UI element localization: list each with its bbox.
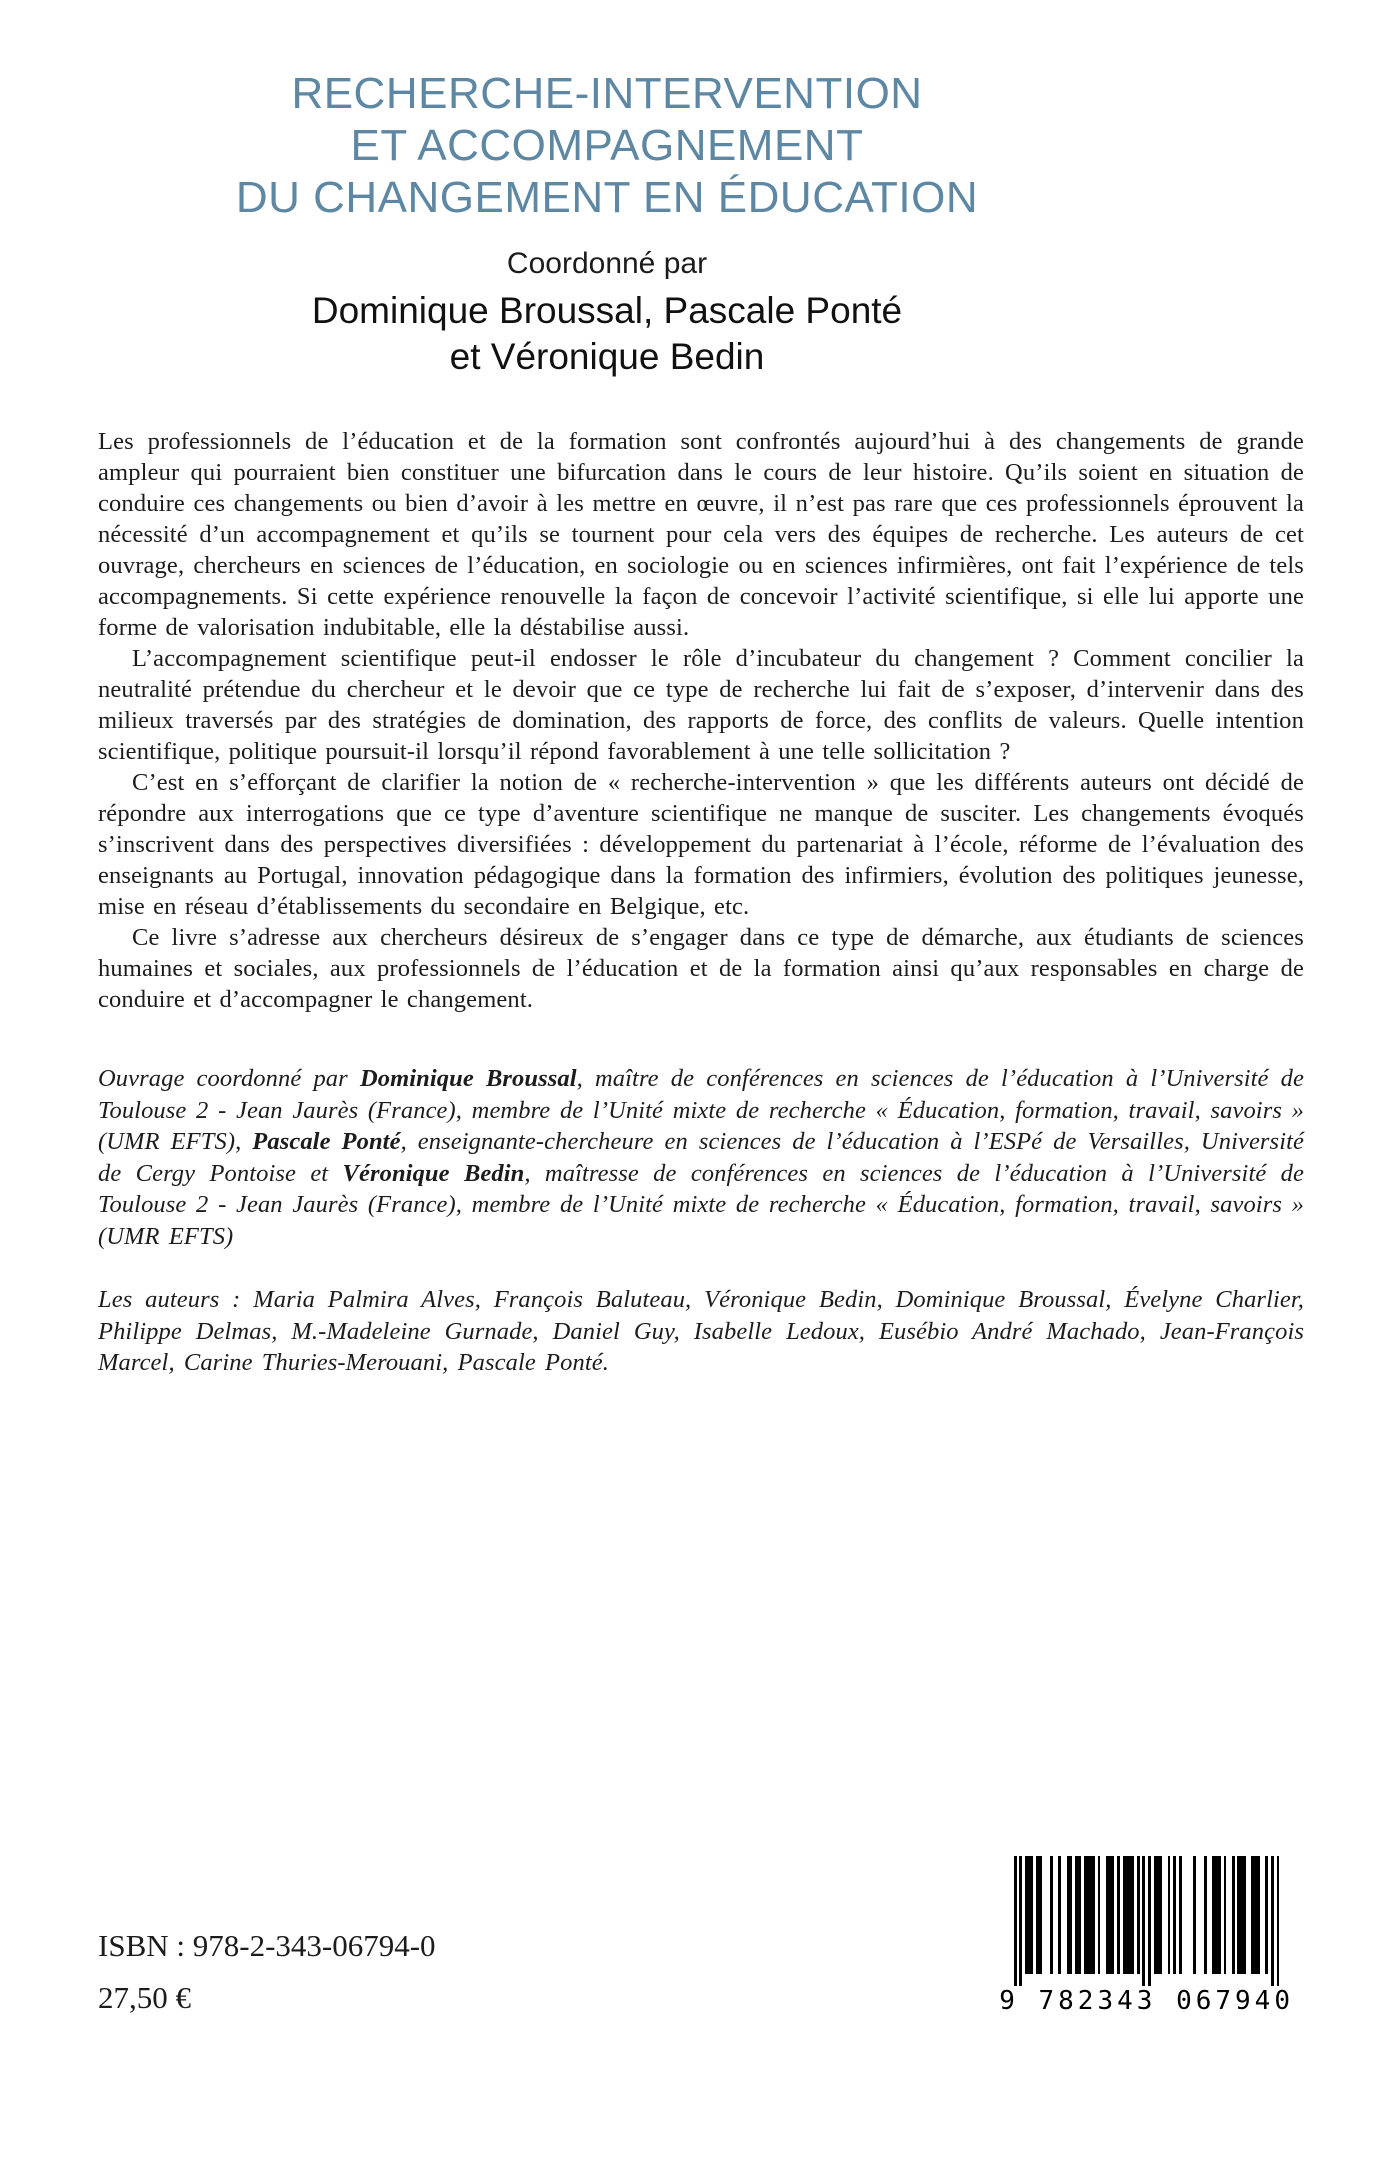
book-title: [0, 68, 1214, 224]
coordinated-by-label: Coordonné par: [506, 247, 708, 280]
isbn-block: [98, 1928, 436, 2016]
coordinators-bio: [98, 1063, 1304, 1252]
bio-name-veronique-bedin: Véronique Bedin: [342, 1159, 525, 1187]
coordinators-line-2: et Véronique Bedin: [449, 336, 765, 377]
bio-text-1: Ouvrage coordonné par: [98, 1065, 360, 1092]
synopsis-paragraph-1: Les professionnels de l’éducation et de la formation sont confrontés aujourd’hui à des changements de grande ampleur qui pourraient bien constituer une bifurcation dans le cours de leur histoire. Qu’ils soient en situation de conduire ces changements ou bien d’avoir à les mettre en œuvre, il n’est pas rare que ces professionnels éprouvent la nécessité d’un accompagnement et qu’ils se tournent pour cela vers des équipes de recherche. Les auteurs de cet ouvrage, chercheurs en sciences de l’éducation, en sociologie ou en sciences infirmières, ont fait l’expérience de tels accompagnements. Si cette expérience renouvelle la façon de concevoir l’activité scientifique, si elle lui apporte une forme de valorisation indubitable, elle la déstabilise aussi.: [98, 428, 1304, 641]
synopsis-paragraph-3: C’est en s’efforçant de clarifier la notion de « recherche-intervention » que les différents auteurs ont décidé de répondre aux interrogations que ce type d’aventure scientifique ne manque de susciter. Les changements évoqués s’inscrivent dans des perspectives diversifiées : développement du partenariat à l’école, réforme de l’évaluation des enseignants au Portugal, innovation pédagogique dans la formation des infirmiers, évolution des politiques jeunesse, mise en réseau d’établissements du secondaire en Belgique, etc.: [98, 769, 1304, 920]
price: 27,50 €: [98, 1980, 191, 2015]
synopsis-paragraph-4: Ce livre s’adresse aux chercheurs désireux de s’engager dans ce type de démarche, aux étudiants de sciences humaines et sociales, aux professionnels de l’éducation et de la formation ainsi qu’aux responsables en charge de conduire et d’accompagner le changement.: [98, 924, 1304, 1013]
barcode-number: 9 782343 067940: [995, 1986, 1298, 2016]
coordinators-line-1: Dominique Broussal, Pascale Ponté: [311, 290, 903, 331]
book-title-line-2: ET ACCOMPAGNEMENT: [350, 121, 864, 170]
bio-text-4: , maîtresse de conférences en sciences de l’éducation à l’Université de Toulouse 2 - Jean Jaurès (France), membre de l’Unité mixte de recherche « Éducation, formation, travail, savoirs » (UMR EFTS): [98, 1159, 1304, 1250]
coordinators-bio-section: [98, 1063, 1304, 1379]
bio-name-dominique-broussal: Dominique Broussal: [359, 1065, 577, 1092]
masthead: [0, 0, 1214, 380]
barcode-module: [1277, 1856, 1280, 1988]
synopsis: [98, 426, 1304, 1015]
isbn: ISBN : 978-2-343-06794-0: [98, 1928, 436, 1963]
bio-name-pascale-ponte: Pascale Ponté: [252, 1128, 401, 1155]
coordinators-names: [0, 288, 1214, 380]
barcode: [989, 1854, 1304, 2016]
barcode-bars: [1014, 1856, 1280, 1988]
bio-text-2: , maître de conférences en sciences de l’éducation à l’Université de Toulouse 2 - Jean Jaurès (France), membre de l’Unité mixte de recherche « Éducation, formation, travail, savoirs » (UMR EFTS),: [98, 1065, 1304, 1155]
bio-text-3: , enseignante-chercheure en sciences de l’éducation à l’ESPé de Versailles, Université de Cergy Pontoise et: [98, 1128, 1304, 1187]
book-title-line-1: RECHERCHE-INTERVENTION: [291, 69, 923, 118]
footer: [98, 1854, 1304, 2016]
authors-list: Les auteurs : Maria Palmira Alves, François Baluteau, Véronique Bedin, Dominique Broussal, Évelyne Charlier, Philippe Delmas, M.-Madeleine Gurnade, Daniel Guy, Isabelle Ledoux, Eusébio André Machado, Jean-François Marcel, Carine Thuries-Merouani, Pascale Ponté.: [98, 1286, 1304, 1376]
synopsis-paragraph-2: L’accompagnement scientifique peut-il endosser le rôle d’incubateur du changement ? Comment concilier la neutralité prétendue du chercheur et le devoir que ce type de recherche lui fait de s’exposer, d’intervenir dans des milieux traversés par des stratégies de domination, des rapports de force, des conflits de valeurs. Quelle intention scientifique, politique poursuit-il lorsqu’il répond favorablement à une telle sollicitation ?: [98, 645, 1304, 765]
book-title-line-3: DU CHANGEMENT EN ÉDUCATION: [235, 173, 979, 222]
